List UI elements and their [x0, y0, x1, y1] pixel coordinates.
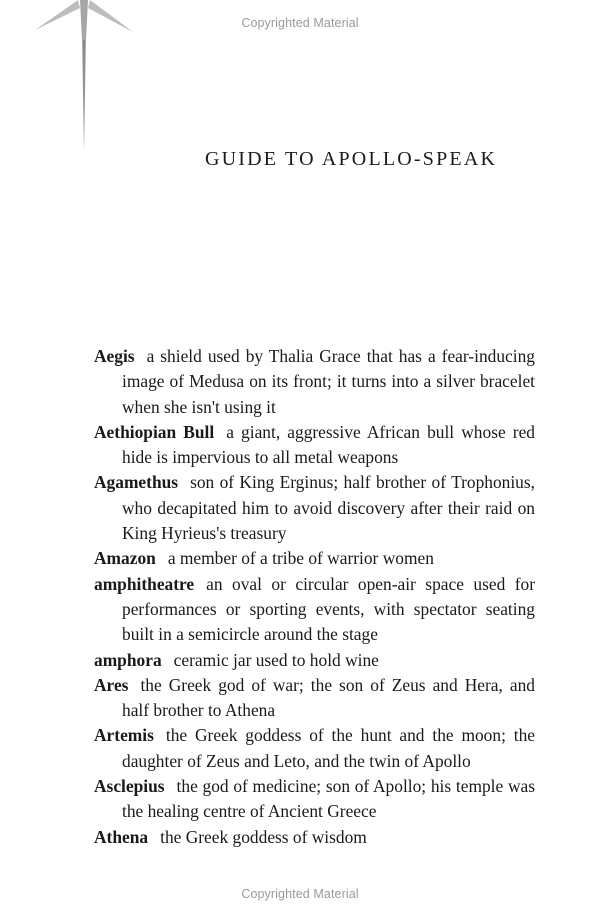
- glossary-term: amphora: [94, 649, 162, 670]
- glossary-entry-aethiopian-bull: [94, 420, 535, 471]
- glossary-definition: a shield used by Thalia Grace that has a fear-inducing image of Medusa on its front; it turns into a silver bracelet when she isn't using it: [122, 346, 535, 417]
- glossary-entry-asclepius: [94, 774, 535, 825]
- glossary-definition: an oval or circular open-air space used for performances or sporting events, with spectator seating built in a semicircle around the stage: [122, 573, 535, 645]
- glossary-term: amphitheatre: [94, 573, 195, 594]
- glossary-definition: a giant, aggressive African bull whose red hide is impervious to all metal weapons: [122, 421, 536, 468]
- glossary-entry-ares: [94, 673, 535, 724]
- glossary-term: Aethiopian Bull: [94, 421, 215, 442]
- glossary-term: Amazon: [94, 548, 156, 569]
- glossary-entry-amphitheatre: [94, 572, 535, 648]
- glossary-entry-athena: [94, 825, 535, 850]
- glossary-term: Aegis: [94, 346, 135, 366]
- glossary-entry-amazon: [94, 546, 535, 571]
- copyright-watermark-bottom: Copyrighted Material: [241, 887, 359, 901]
- glossary-term: Agamethus: [94, 472, 179, 493]
- glossary-definition: the Greek goddess of the hunt and the moon; the daughter of Zeus and Leto, and the twin of Apollo: [122, 725, 535, 771]
- page-title: GUIDE TO APOLLO-SPEAK: [205, 148, 498, 170]
- glossary-definition: son of King Erginus; half brother of Trophonius, who decapitated him to avoid discovery after their raid on King Hyrieus's treasury: [122, 472, 535, 544]
- glossary-entry-aegis: [94, 344, 535, 420]
- glossary-term: Artemis: [94, 725, 154, 746]
- glossary-definition: the Greek god of war; the son of Zeus and Hera, and half brother to Athena: [122, 674, 535, 721]
- glossary-definition: ceramic jar used to hold wine: [173, 649, 379, 670]
- copyright-watermark-top: Copyrighted Material: [241, 16, 359, 30]
- glossary-definition: a member of a tribe of warrior women: [167, 548, 434, 569]
- glossary-term: Ares: [94, 674, 129, 695]
- glossary-entry-artemis: [94, 723, 535, 774]
- glossary-definition: the Greek goddess of wisdom: [160, 826, 367, 847]
- arrow-ornament-icon: [30, 0, 140, 155]
- glossary-entry-agamethus: [94, 470, 535, 546]
- glossary-list: [94, 344, 535, 850]
- glossary-term: Athena: [94, 826, 149, 847]
- glossary-definition: the god of medicine; son of Apollo; his temple was the healing centre of Ancient Greece: [122, 776, 535, 822]
- glossary-entry-amphora: [94, 648, 535, 673]
- glossary-term: Asclepius: [94, 776, 165, 797]
